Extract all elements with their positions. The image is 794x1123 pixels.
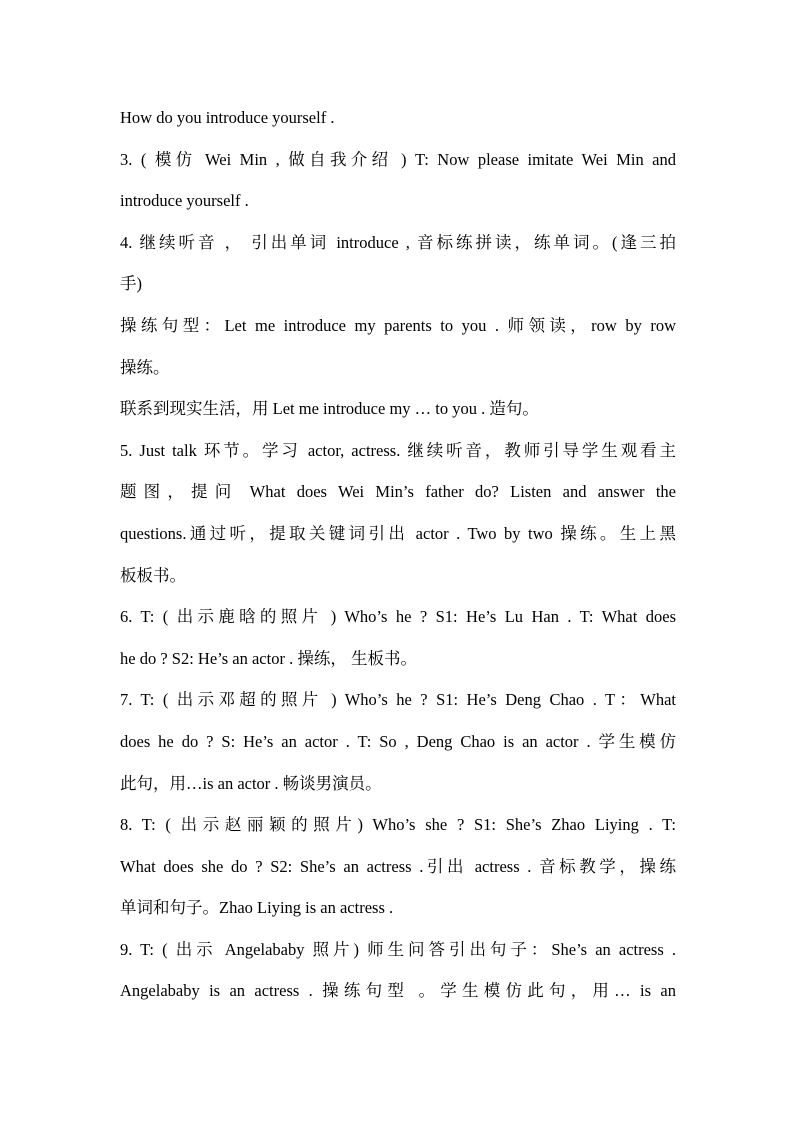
text-line: he do ? S2: He’s an actor . 操练， 生板书。 xyxy=(120,648,417,668)
text-line: introduce yourself . xyxy=(120,191,249,211)
text-line: 4. 继续听音 ， 引出单词 introduce , 音标练拼读，练单词。(逢三拍 xyxy=(120,232,676,252)
document-body xyxy=(120,97,676,1012)
text-line: What does she do ? S2: She’s an actress .引出 actress . 音标教学，操练 xyxy=(120,856,676,876)
text-line: 此句，用…is an actor . 畅谈男演员。 xyxy=(120,773,382,793)
text-line: 8. T: ( 出示赵丽颖的照片) Who’s she ? S1: She’s Zhao Liying . T: xyxy=(120,815,676,835)
text-line: 题图，提问 What does Wei Min’s father do? Listen and answer the xyxy=(120,482,676,502)
text-line: How do you introduce yourself . xyxy=(120,108,335,127)
text-line: 手) xyxy=(120,274,142,294)
text-line: 7. T: ( 出示邓超的照片 ) Who’s he ? S1: He’s Deng Chao . T：What xyxy=(120,690,676,710)
text-line: 操练。 xyxy=(120,357,170,377)
text-line: does he do ? S: He’s an actor . T: So , Deng Chao is an actor . 学生模仿 xyxy=(120,731,676,751)
text-line: Angelababy is an actress . 操练句型 。学生模仿此句，用… is an xyxy=(120,981,676,1001)
text-line: questions.通过听，提取关键词引出 actor . Two by two 操练。生上黑 xyxy=(120,523,676,543)
text-line: 5. Just talk 环节。学习 actor, actress. 继续听音，教师引导学生观看主 xyxy=(120,440,676,460)
text-line: 3. ( 模仿 Wei Min , 做自我介绍 ) T: Now please imitate Wei Min and xyxy=(120,149,676,169)
text-line: 联系到现实生活，用 Let me introduce my … to you . 造句。 xyxy=(120,399,539,419)
text-line: 9. T: ( 出示 Angelababy 照片) 师生问答引出句子：She’s an actress . xyxy=(120,939,676,959)
text-line: 板板书。 xyxy=(120,565,186,585)
text-line: 6. T: ( 出示鹿晗的照片 ) Who’s he ? S1: He’s Lu Han . T: What does xyxy=(120,607,676,627)
text-line: 操练句型：Let me introduce my parents to you . 师领读，row by row xyxy=(120,315,676,335)
text-line: 单词和句子。Zhao Liying is an actress . xyxy=(120,898,394,918)
